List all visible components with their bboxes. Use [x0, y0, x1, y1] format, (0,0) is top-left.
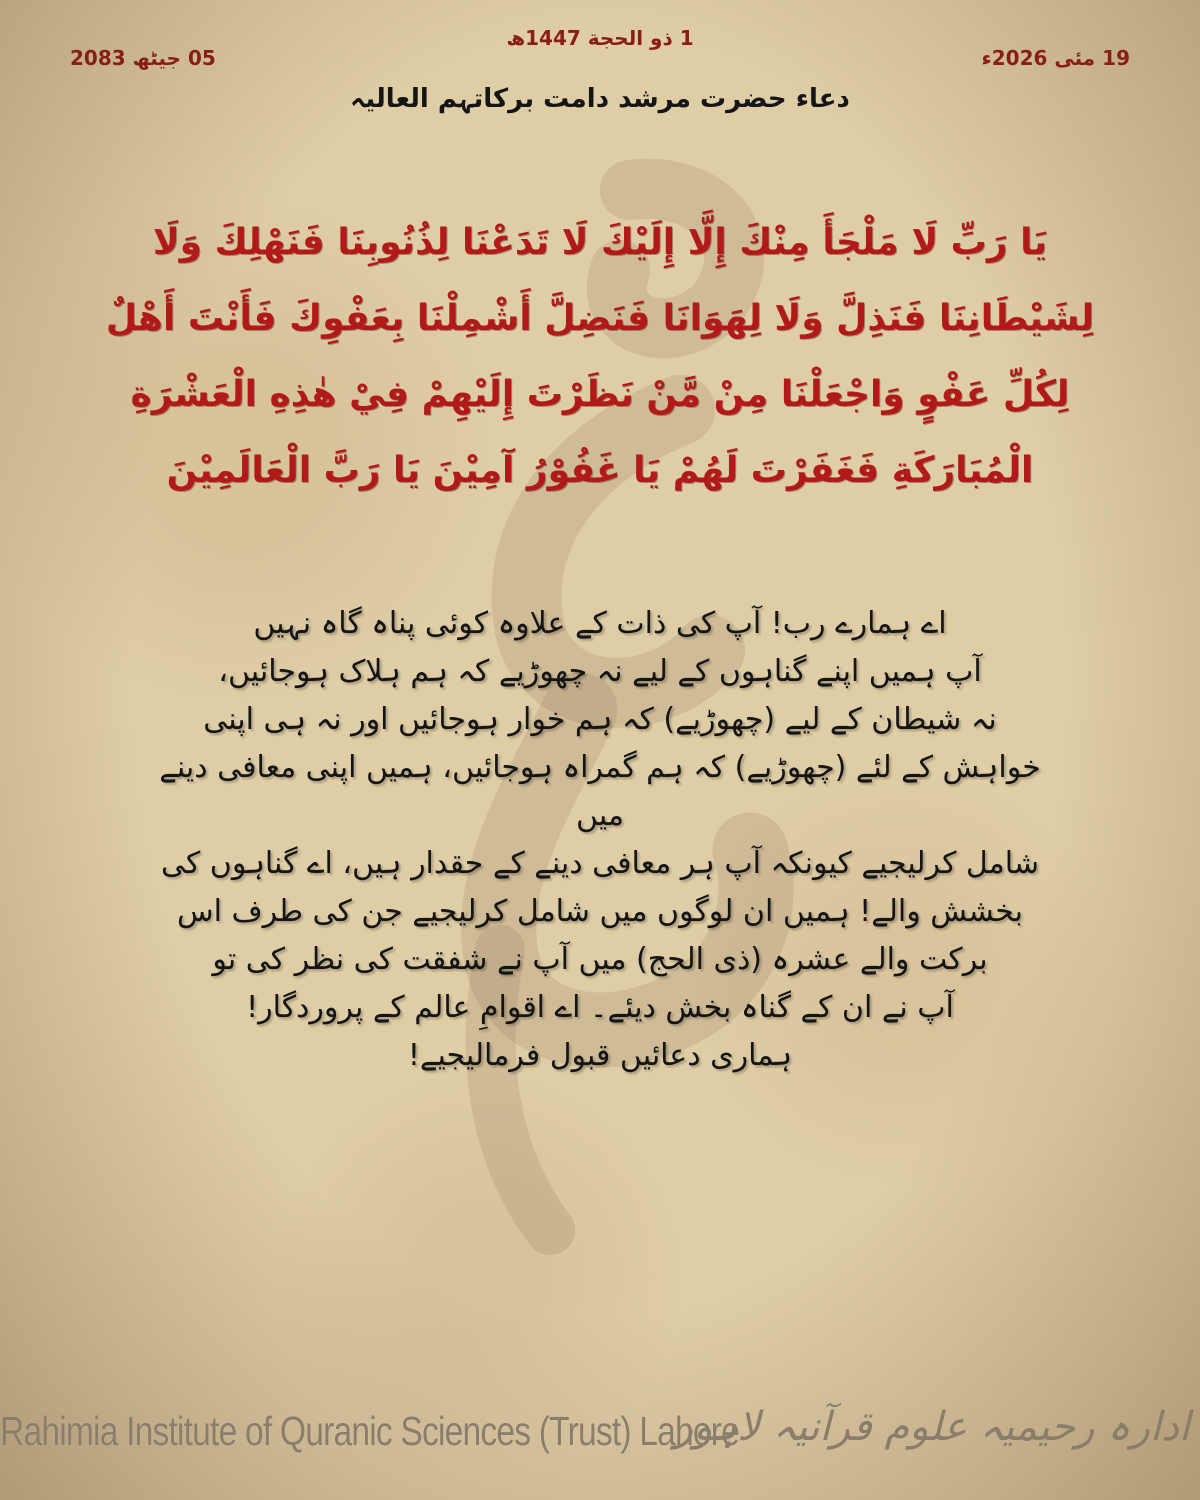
hijri-date: 1 ذو الحجة 1447ھ [506, 26, 694, 50]
footer [0, 1400, 1200, 1480]
arabic-prayer: يَا رَبِّ لَا مَلْجَأَ مِنْكَ إِلَّا إِلَيْكَ لَا تَدَعْنَا لِذُنُوبِنَا فَنَهْلِكَ وَلَا لِشَيْطَانِنَا فَنَذِلَّ وَلَا لِهَوَانَا فَنَضِلَّ أَشْمِلْنَا بِعَفْوِكَ فَأَنْتَ أَهْلٌ لِكُلِّ عَفْوٍ وَاجْعَلْنَا مِنْ مَّنْ نَظَرْتَ إِلَيْهِمْ فِيْ هٰذِهِ الْعَشْرَةِ الْمُبَارَكَةِ فَغَفَرْتَ لَهُمْ يَا غَفُوْرُ آمِيْنَ يَا رَبَّ الْعَالَمِيْنَ [105, 222, 1095, 491]
institute-logo-urdu: ادارہ رحیمیہ علوم قرآنیہ لاہور [673, 1404, 1190, 1450]
gregorian-date: 19 مئی 2026ء [981, 46, 1130, 70]
urdu-translation [150, 600, 1050, 1080]
translation-line: خواہش کے لئے (چھوڑیے) کہ ہم گمراہ ہوجائیں، ہمیں اپنی معافی دینے میں [159, 750, 1041, 833]
institute-name-english: Rahimia Institute of Quranic Sciences (Trust) Lahore [0, 1408, 740, 1454]
dua-title: دعاء حضرت مرشد دامت برکاتہم العالیہ [350, 84, 850, 114]
translation-line: آپ ہمیں اپنے گناہوں کے لیے نہ چھوڑیے کہ ہم ہلاک ہوجائیں، [218, 654, 982, 689]
translation-line: برکت والے عشرہ (ذی الحج) میں آپ نے شفقت کی نظر کی تو [212, 942, 988, 977]
translation-line: بخشش والے! ہمیں ان لوگوں میں شامل کرلیجیے جن کی طرف اس [176, 894, 1024, 929]
bikrami-date: 05 جیٹھ 2083 [70, 46, 216, 70]
translation-line: آپ نے ان کے گناہ بخش دیئے۔ اے اقوامِ عالم کے پروردگار! [246, 990, 954, 1025]
translation-line: اے ہمارے رب! آپ کی ذات کے علاوہ کوئی پناہ گاہ نہیں [253, 606, 947, 641]
translation-line: نہ شیطان کے لیے (چھوڑیے) کہ ہم خوار ہوجائیں اور نہ ہی اپنی [203, 702, 997, 737]
translation-line: ہماری دعائیں قبول فرمالیجیے! [407, 1038, 793, 1073]
translation-line: شامل کرلیجیے کیونکہ آپ ہر معافی دینے کے حقدار ہیں، اے گناہوں کی [160, 846, 1039, 881]
